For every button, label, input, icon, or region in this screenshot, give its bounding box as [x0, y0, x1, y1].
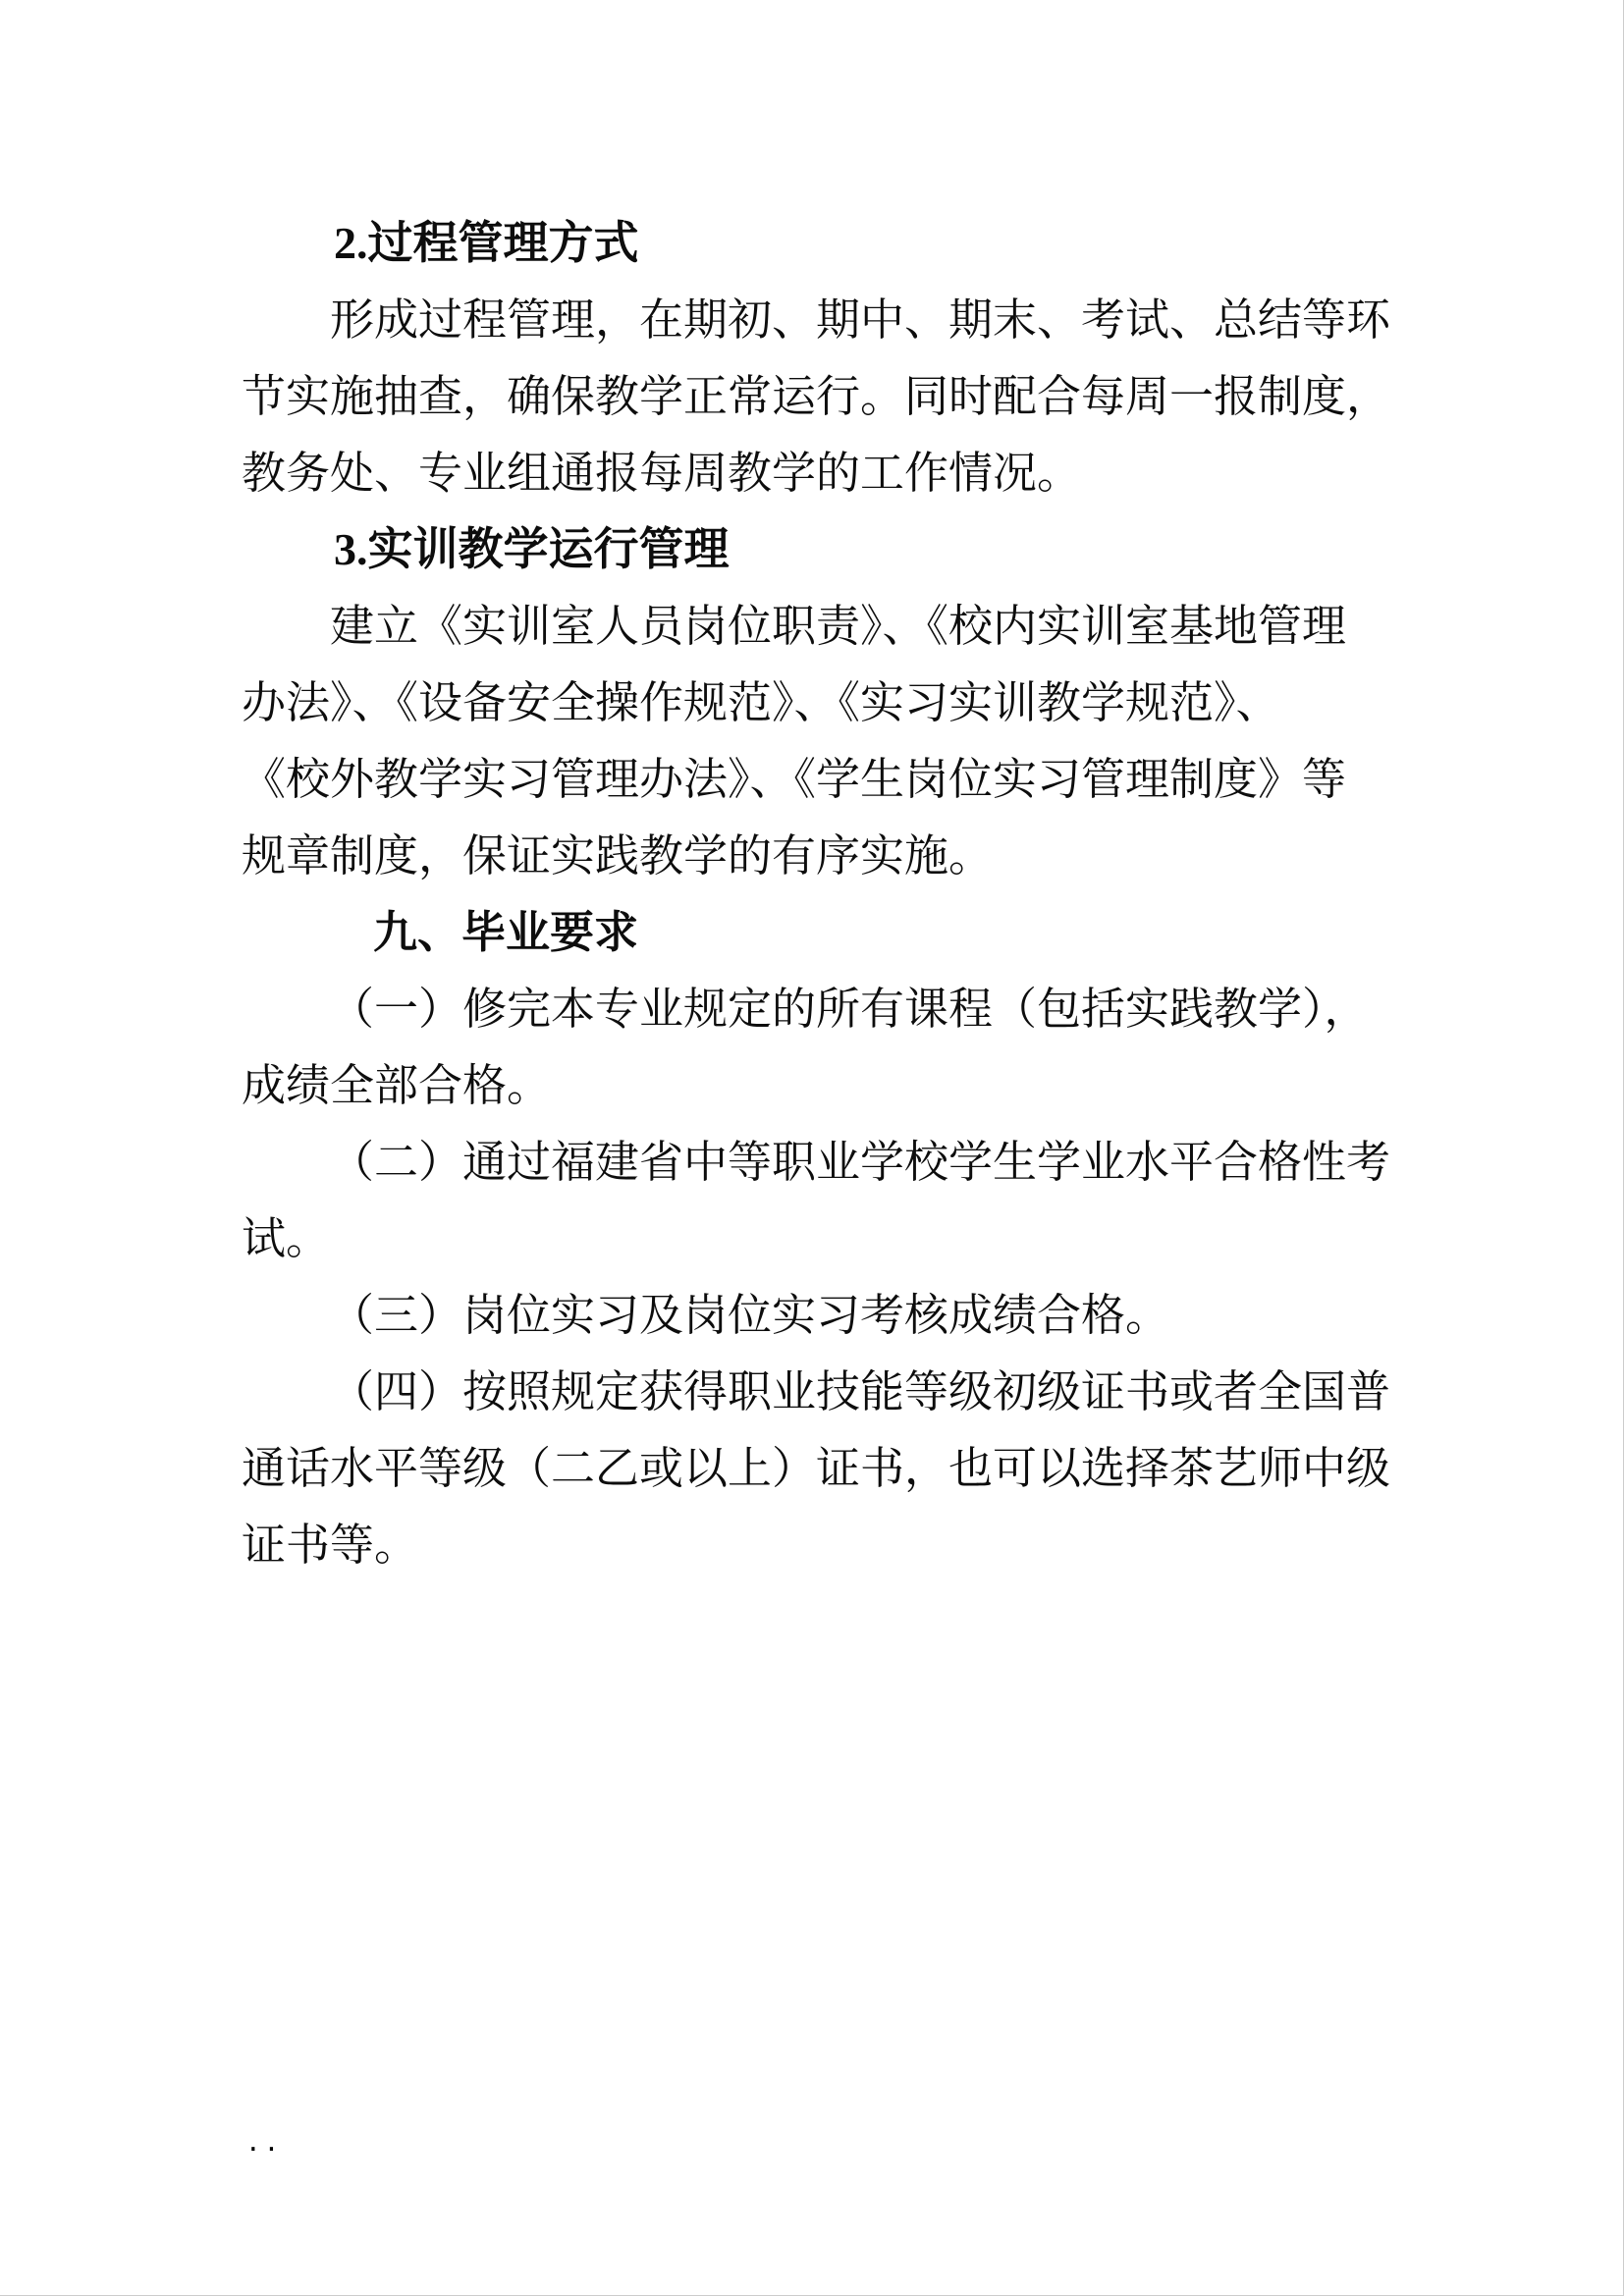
scan-artifact-dots: .. — [245, 2128, 283, 2158]
document-text — [242, 205, 1439, 1583]
paragraph-line: 办法》、《设备安全操作规范》、《实习实训教学规范》、 — [242, 678, 1280, 727]
paragraph-line: 教务处、专业组通报每周教学的工作情况。 — [242, 449, 1082, 498]
paragraph-line: 通话水平等级（二乙或以上）证书，也可以选择茶艺师中级 — [242, 1444, 1391, 1493]
paragraph-line: 节实施抽查，确保教学正常运行。同时配合每周一报制度， — [242, 372, 1391, 421]
paragraph-line: 规章制度，保证实践教学的有序实施。 — [242, 831, 994, 881]
paragraph-line: 成绩全部合格。 — [242, 1061, 552, 1110]
paragraph-line: 证书等。 — [242, 1521, 419, 1570]
section-heading-3: 3.实训教学运行管理 — [334, 524, 730, 574]
paragraph-line: 试。 — [242, 1214, 331, 1263]
paragraph-line: 形成过程管理，在期初、期中、期末、考试、总结等环 — [330, 295, 1391, 345]
paragraph-line: 《校外教学实习管理办法》、《学生岗位实习管理制度》等 — [242, 755, 1347, 804]
chapter-heading-9: 九、毕业要求 — [373, 907, 639, 957]
paragraph-line: （一）修完本专业规定的所有课程（包括实践教学）， — [330, 985, 1369, 1034]
section-heading-2: 2.过程管理方式 — [334, 218, 639, 268]
paragraph-line: （三）岗位实习及岗位实习考核成绩合格。 — [330, 1291, 1170, 1340]
paragraph-line: （四）按照规定获得职业技能等级初级证书或者全国普 — [330, 1367, 1391, 1416]
paragraph-line: （二）通过福建省中等职业学校学生学业水平合格性考 — [330, 1138, 1391, 1187]
paragraph-line: 建立《实训室人员岗位职责》、《校内实训室基地管理 — [330, 602, 1347, 651]
